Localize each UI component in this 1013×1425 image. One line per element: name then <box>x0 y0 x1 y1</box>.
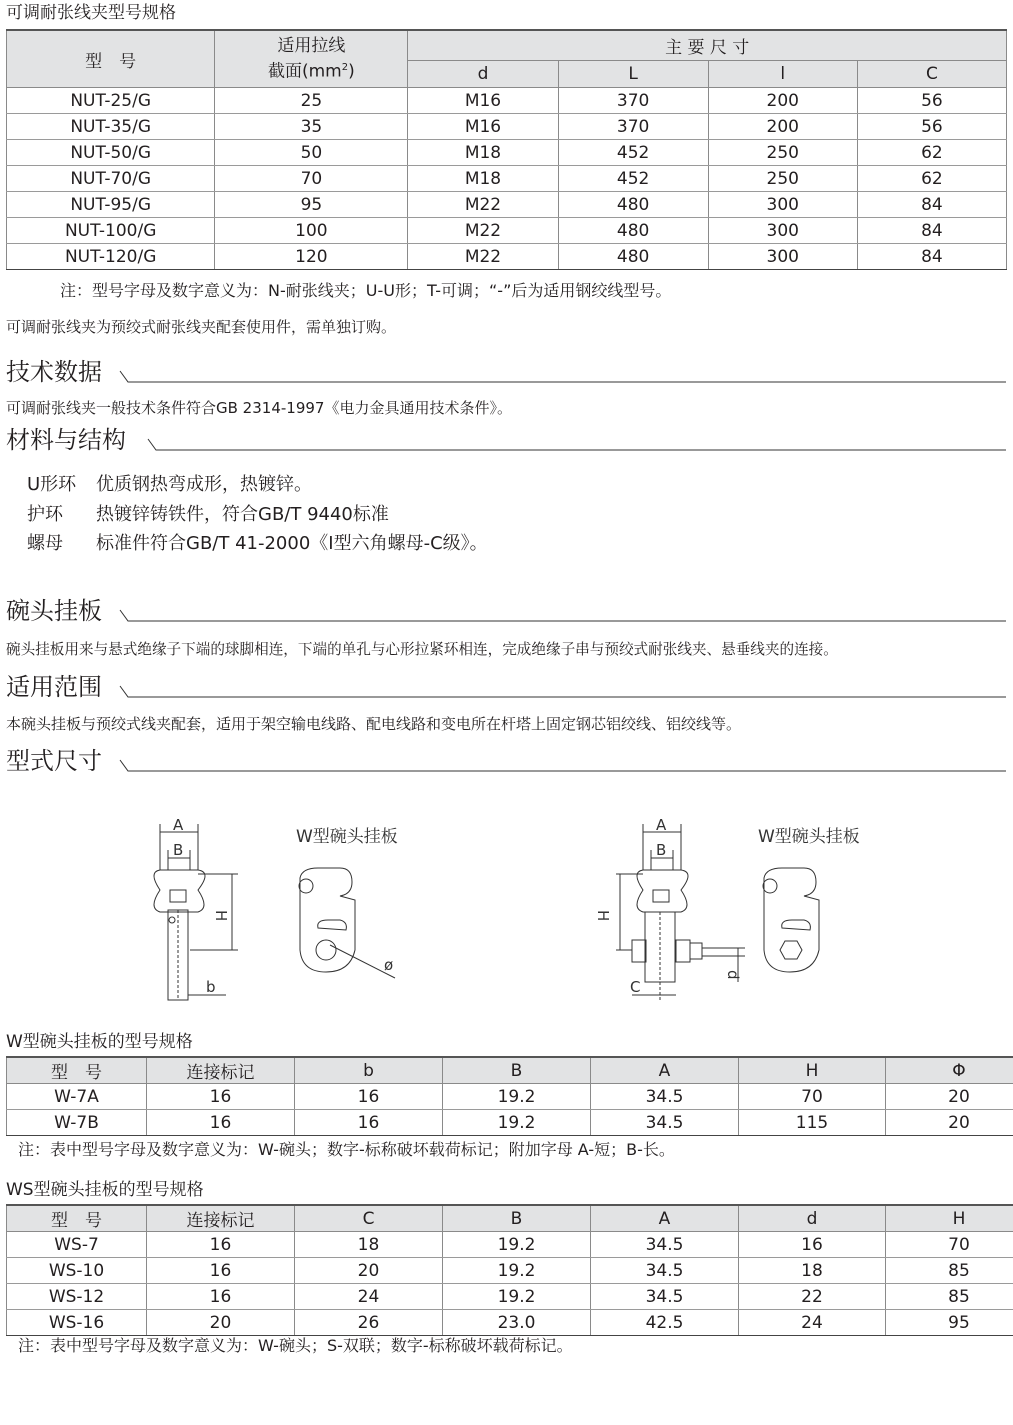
table-cell: M16 <box>408 114 558 140</box>
table-cell: 452 <box>558 140 708 166</box>
table-cell: 56 <box>857 88 1006 114</box>
col-header-main-dims: 主 要 尺 寸 <box>408 30 1007 61</box>
column-header: b <box>295 1057 443 1084</box>
table-cell: 300 <box>708 192 857 218</box>
table-cell: 25 <box>215 88 408 114</box>
column-header: Φ <box>886 1057 1013 1084</box>
table-cell: 85 <box>886 1284 1013 1310</box>
table-cell: 84 <box>857 218 1006 244</box>
section-unit-suffix: ) <box>348 61 355 82</box>
table-row <box>7 1084 1013 1110</box>
table-cell: M18 <box>408 140 558 166</box>
table-cell: WS-16 <box>7 1310 147 1336</box>
nut-spec-table <box>6 29 1007 270</box>
table-row <box>7 1310 1013 1336</box>
table-cell: 35 <box>215 114 408 140</box>
col-header-l: l <box>708 61 857 88</box>
col-header-C: C <box>857 61 1006 88</box>
table-cell: 19.2 <box>443 1258 591 1284</box>
table-cell: 300 <box>708 218 857 244</box>
dim-b-label: b <box>206 978 216 996</box>
section-scope-title: 适用范围 <box>6 673 102 701</box>
tech-text: 可调耐张线夹一般技术条件符合GB 2314-1997《电力金具通用技术条件》。 <box>6 399 512 417</box>
right-drawing-label: W型碗头挂板 <box>758 827 860 847</box>
table-row <box>7 1258 1013 1284</box>
table-cell: 20 <box>295 1258 443 1284</box>
table-cell: 250 <box>708 140 857 166</box>
dim-B-label: B <box>656 841 667 859</box>
table-cell: M18 <box>408 166 558 192</box>
material-item-desc: 标准件符合GB/T 41-2000《I型六角螺母-C级》。 <box>96 533 488 554</box>
table-cell: 16 <box>739 1232 886 1258</box>
material-item-desc: 热镀锌铸铁件，符合GB/T 9440标准 <box>96 504 389 525</box>
table-cell: 19.2 <box>443 1110 591 1136</box>
col-header-d: d <box>408 61 558 88</box>
table-cell: M22 <box>408 192 558 218</box>
ws-plate-side-view <box>758 827 860 972</box>
table-cell: NUT-70/G <box>7 166 215 192</box>
section-rule <box>118 746 1013 776</box>
table-cell: 34.5 <box>591 1232 739 1258</box>
table-cell: 24 <box>739 1310 886 1336</box>
table-row <box>7 1284 1013 1310</box>
dim-C-label: C <box>630 978 641 996</box>
section-header-line1: 适用拉线 <box>277 35 346 56</box>
table-cell: 16 <box>295 1084 443 1110</box>
table-cell: 70 <box>886 1232 1013 1258</box>
table-cell: 50 <box>215 140 408 166</box>
table-cell: 200 <box>708 88 857 114</box>
table-cell: 62 <box>857 166 1006 192</box>
table-cell: 26 <box>295 1310 443 1336</box>
ws-spec-table <box>6 1204 1013 1336</box>
column-header: 连接标记 <box>147 1057 295 1084</box>
dim-A-label: A <box>656 816 667 834</box>
table-cell: 70 <box>739 1084 886 1110</box>
table-cell: W-7A <box>7 1084 147 1110</box>
table-cell: 20 <box>886 1110 1013 1136</box>
table-cell: 19.2 <box>443 1232 591 1258</box>
dim-phi-label: ø <box>384 956 394 974</box>
table-cell: WS-12 <box>7 1284 147 1310</box>
table-cell: 200 <box>708 114 857 140</box>
table-cell: 34.5 <box>591 1284 739 1310</box>
ws-table-note: 注：表中型号字母及数字意义为：W-碗头；S-双联；数字-标称破坏载荷标记。 <box>18 1336 573 1355</box>
table-cell: M22 <box>408 244 558 270</box>
table-cell: 300 <box>708 244 857 270</box>
table-row <box>7 114 1007 140</box>
dim-A-label: A <box>173 816 184 834</box>
column-header: 型 号 <box>7 1205 147 1232</box>
section-unit-sup: 2 <box>341 61 349 73</box>
table-cell: NUT-25/G <box>7 88 215 114</box>
table-cell: 34.5 <box>591 1258 739 1284</box>
table-header-row <box>7 1057 1013 1084</box>
table-cell: 23.0 <box>443 1310 591 1336</box>
table-row <box>7 244 1007 270</box>
w-plate-side-view <box>296 827 398 978</box>
table-cell: 24 <box>295 1284 443 1310</box>
ws-table-caption: WS型碗头挂板的型号规格 <box>6 1180 204 1200</box>
column-header: 型 号 <box>7 1057 147 1084</box>
table-row <box>7 88 1007 114</box>
nut-table-note: 注：型号字母及数字意义为：N-耐张线夹；U-U形；T-可调；“-”后为适用钢绞线型号。 <box>60 281 672 300</box>
table-cell: 250 <box>708 166 857 192</box>
table-row <box>7 1232 1013 1258</box>
table-cell: 34.5 <box>591 1110 739 1136</box>
scope-text: 本碗头挂板与预绞式线夹配套，适用于架空输电线路、配电线路和变电所在杆塔上固定钢芯铝绞线、铝绞线等。 <box>6 715 742 733</box>
table-cell: 480 <box>558 244 708 270</box>
column-header: H <box>739 1057 886 1084</box>
w-table-note: 注：表中型号字母及数字意义为：W-碗头；数字-标称破坏载荷标记；附加字母 A-短；B-长。 <box>18 1140 675 1159</box>
table-cell: 16 <box>147 1110 295 1136</box>
nut-usage-text: 可调耐张线夹为预绞式耐张线夹配套使用件，需单独订购。 <box>6 318 397 336</box>
dim-H-label: H <box>212 910 230 922</box>
section-material-heading <box>6 425 1006 457</box>
table-cell: 70 <box>215 166 408 192</box>
table-cell: M22 <box>408 218 558 244</box>
table-cell: 370 <box>558 88 708 114</box>
table-cell: 16 <box>147 1232 295 1258</box>
table-cell: 370 <box>558 114 708 140</box>
table-cell: 62 <box>857 140 1006 166</box>
column-header: A <box>591 1057 739 1084</box>
table-row <box>7 166 1007 192</box>
table-cell: 100 <box>215 218 408 244</box>
w-plate-front-view <box>154 816 238 1000</box>
section-rule <box>118 357 1013 387</box>
section-plate-title: 碗头挂板 <box>6 597 102 625</box>
table-cell: 16 <box>147 1084 295 1110</box>
nut-table-caption: 可调耐张线夹型号规格 <box>6 3 176 23</box>
ws-plate-front-view <box>594 816 745 1000</box>
table-cell: 20 <box>886 1084 1013 1110</box>
dimension-drawings <box>0 810 1013 1010</box>
material-item-name: 护环 <box>27 504 63 525</box>
column-header: C <box>295 1205 443 1232</box>
col-header-section <box>215 30 408 88</box>
table-cell: NUT-120/G <box>7 244 215 270</box>
section-rule <box>118 672 1013 702</box>
table-cell: 16 <box>295 1110 443 1136</box>
dim-B-label: B <box>173 841 184 859</box>
table-cell: 20 <box>147 1310 295 1336</box>
table-row <box>7 1110 1013 1136</box>
col-header-model: 型 号 <box>7 30 215 88</box>
table-cell: 19.2 <box>443 1284 591 1310</box>
column-header: d <box>739 1205 886 1232</box>
dim-d-label: d <box>724 970 742 980</box>
section-header-line2 <box>215 57 407 83</box>
col-header-L: L <box>558 61 708 88</box>
section-dims-heading <box>6 746 1006 778</box>
table-cell: NUT-100/G <box>7 218 215 244</box>
left-drawing-label: W型碗头挂板 <box>296 827 398 847</box>
table-cell: 16 <box>147 1258 295 1284</box>
section-scope-heading <box>6 672 1006 704</box>
table-cell: 34.5 <box>591 1084 739 1110</box>
section-material-title: 材料与结构 <box>6 426 126 454</box>
section-tech-title: 技术数据 <box>6 358 102 386</box>
table-cell: 18 <box>295 1232 443 1258</box>
table-cell: 452 <box>558 166 708 192</box>
table-row <box>7 192 1007 218</box>
table-row <box>7 218 1007 244</box>
table-cell: 95 <box>215 192 408 218</box>
section-tech-heading <box>6 357 1006 389</box>
column-header: B <box>443 1205 591 1232</box>
table-header-row <box>7 1205 1013 1232</box>
section-rule <box>118 596 1013 626</box>
table-cell: 56 <box>857 114 1006 140</box>
table-cell: NUT-35/G <box>7 114 215 140</box>
table-cell: W-7B <box>7 1110 147 1136</box>
table-cell: 16 <box>147 1284 295 1310</box>
table-cell: WS-7 <box>7 1232 147 1258</box>
column-header: A <box>591 1205 739 1232</box>
table-row <box>7 140 1007 166</box>
material-item-desc: 优质钢热弯成形，热镀锌。 <box>96 474 312 495</box>
table-cell: 84 <box>857 192 1006 218</box>
table-cell: 480 <box>558 192 708 218</box>
table-cell: 84 <box>857 244 1006 270</box>
column-header: 连接标记 <box>147 1205 295 1232</box>
table-cell: 120 <box>215 244 408 270</box>
w-spec-table <box>6 1056 1013 1136</box>
dim-H-label: H <box>594 910 612 922</box>
column-header: B <box>443 1057 591 1084</box>
column-header: H <box>886 1205 1013 1232</box>
material-item-name: 螺母 <box>27 533 63 554</box>
table-cell: 42.5 <box>591 1310 739 1336</box>
table-cell: NUT-50/G <box>7 140 215 166</box>
table-cell: 480 <box>558 218 708 244</box>
w-table-caption: W型碗头挂板的型号规格 <box>6 1032 193 1052</box>
section-plate-heading <box>6 596 1006 628</box>
table-cell: 18 <box>739 1258 886 1284</box>
table-cell: M16 <box>408 88 558 114</box>
table-cell: 95 <box>886 1310 1013 1336</box>
table-cell: WS-10 <box>7 1258 147 1284</box>
plate-text: 碗头挂板用来与悬式绝缘子下端的球脚相连，下端的单孔与心形拉紧环相连，完成绝缘子串与预绞式耐张线夹、悬垂线夹的连接。 <box>6 641 838 658</box>
section-rule <box>146 425 1013 455</box>
table-cell: 85 <box>886 1258 1013 1284</box>
table-cell: 22 <box>739 1284 886 1310</box>
section-dims-title: 型式尺寸 <box>6 747 102 775</box>
material-item-name: U形环 <box>27 474 77 495</box>
section-unit-prefix: 截面(mm <box>267 61 342 82</box>
table-cell: 115 <box>739 1110 886 1136</box>
table-cell: NUT-95/G <box>7 192 215 218</box>
table-cell: 19.2 <box>443 1084 591 1110</box>
